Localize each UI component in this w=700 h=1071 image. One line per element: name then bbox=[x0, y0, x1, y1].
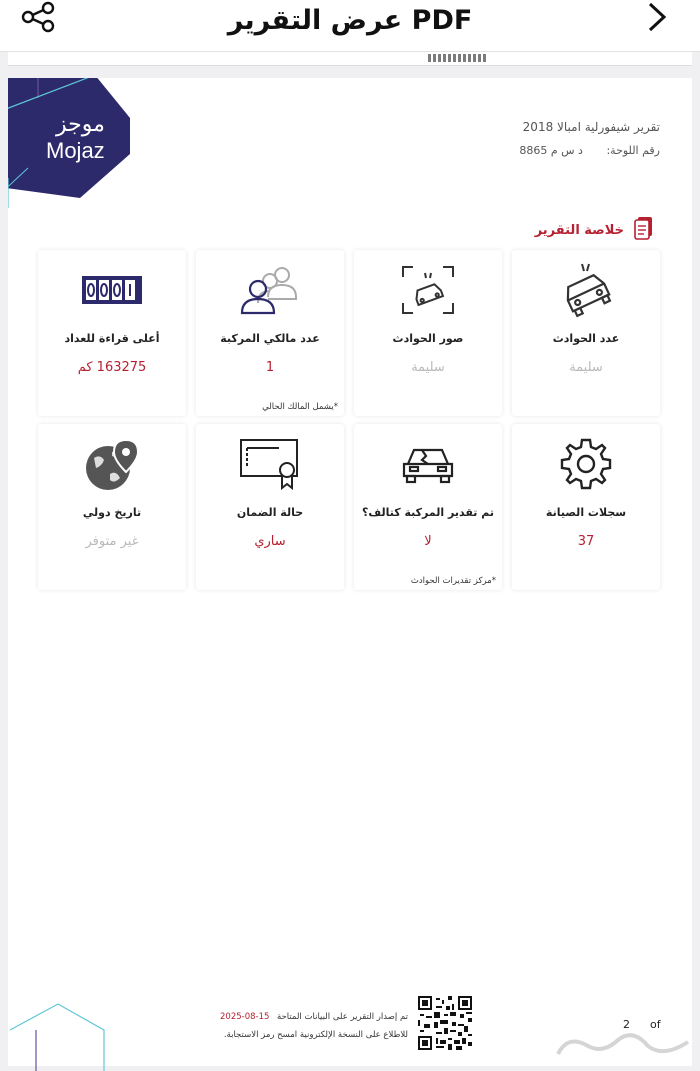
plate-label: رقم اللوحة: bbox=[606, 144, 660, 157]
card-value: 1 bbox=[265, 360, 275, 375]
card-note: *يشمل المالك الحالي bbox=[262, 402, 338, 412]
summary-heading bbox=[535, 218, 654, 242]
page-title: عرض التقرير PDF bbox=[227, 5, 473, 36]
chevron-right-icon[interactable] bbox=[642, 0, 672, 36]
card-value: ساري bbox=[254, 534, 286, 549]
card-value: لا bbox=[424, 534, 432, 549]
mojaz-logo bbox=[8, 78, 158, 208]
plate-row bbox=[519, 144, 660, 157]
watermark-logo bbox=[548, 1024, 698, 1064]
card-value: 163275 كم bbox=[77, 360, 147, 375]
card-accident-photos bbox=[354, 250, 502, 416]
card-accidents-count bbox=[512, 250, 660, 416]
card-label: صور الحوادث bbox=[392, 332, 464, 345]
top-bar bbox=[0, 0, 700, 52]
summary-label: خلاصة التقرير bbox=[534, 222, 624, 238]
card-value: سليمة bbox=[411, 360, 445, 375]
card-international-history bbox=[38, 424, 186, 590]
card-maintenance-records bbox=[512, 424, 660, 590]
card-label: عدد الحوادث bbox=[552, 332, 620, 345]
brand-arabic: موجز bbox=[56, 112, 105, 137]
card-odometer bbox=[38, 250, 186, 416]
issued-note: تم إصدار التقرير على البيانات المتاحة bbox=[276, 1012, 408, 1022]
car-crash-icon bbox=[512, 260, 660, 320]
card-owners-count bbox=[196, 250, 344, 416]
globe-pin-icon bbox=[38, 434, 186, 494]
card-label: تم تقدير المركبة كتالف؟ bbox=[362, 506, 494, 519]
card-value: 37 bbox=[577, 534, 595, 549]
owners-icon bbox=[196, 260, 344, 320]
document-icon bbox=[634, 216, 654, 244]
decorative-lines bbox=[0, 990, 120, 1071]
page-number: 2 bbox=[623, 1018, 630, 1031]
qr-code[interactable] bbox=[418, 996, 472, 1050]
card-total-loss bbox=[354, 424, 502, 590]
card-label: تاريخ دولي bbox=[82, 506, 142, 519]
pdf-page bbox=[8, 78, 692, 1066]
previous-page-edge bbox=[8, 52, 692, 66]
brand-english: Mojaz bbox=[46, 138, 105, 163]
scan-note: للاطلاع على النسخة الإلكترونية امسح رمز الاستجابة. bbox=[223, 1030, 408, 1040]
vehicle-title: تقرير شيفورلية امبالا 2018 bbox=[522, 120, 660, 134]
previous-page-scrap bbox=[428, 54, 486, 62]
car-photo-icon bbox=[354, 260, 502, 320]
plate-value: د س م 8865 bbox=[519, 144, 583, 157]
card-label: حالة الضمان bbox=[236, 506, 304, 519]
card-label: أعلى قراءة للعداد bbox=[64, 332, 160, 345]
damaged-car-icon bbox=[354, 434, 502, 494]
issued-date: 2025-08-15 bbox=[220, 1012, 270, 1022]
odometer-icon bbox=[38, 260, 186, 320]
card-value: سليمة bbox=[569, 360, 603, 375]
page-of-label: of bbox=[650, 1018, 661, 1031]
card-value: غير متوفر bbox=[85, 534, 139, 549]
card-note: *مركز تقديرات الحوادث bbox=[410, 576, 496, 586]
card-label: سجلات الصيانة bbox=[545, 506, 627, 519]
card-label: عدد مالكي المركبة bbox=[220, 332, 320, 345]
card-warranty-status bbox=[196, 424, 344, 590]
gear-icon bbox=[512, 434, 660, 494]
certificate-icon bbox=[196, 434, 344, 494]
